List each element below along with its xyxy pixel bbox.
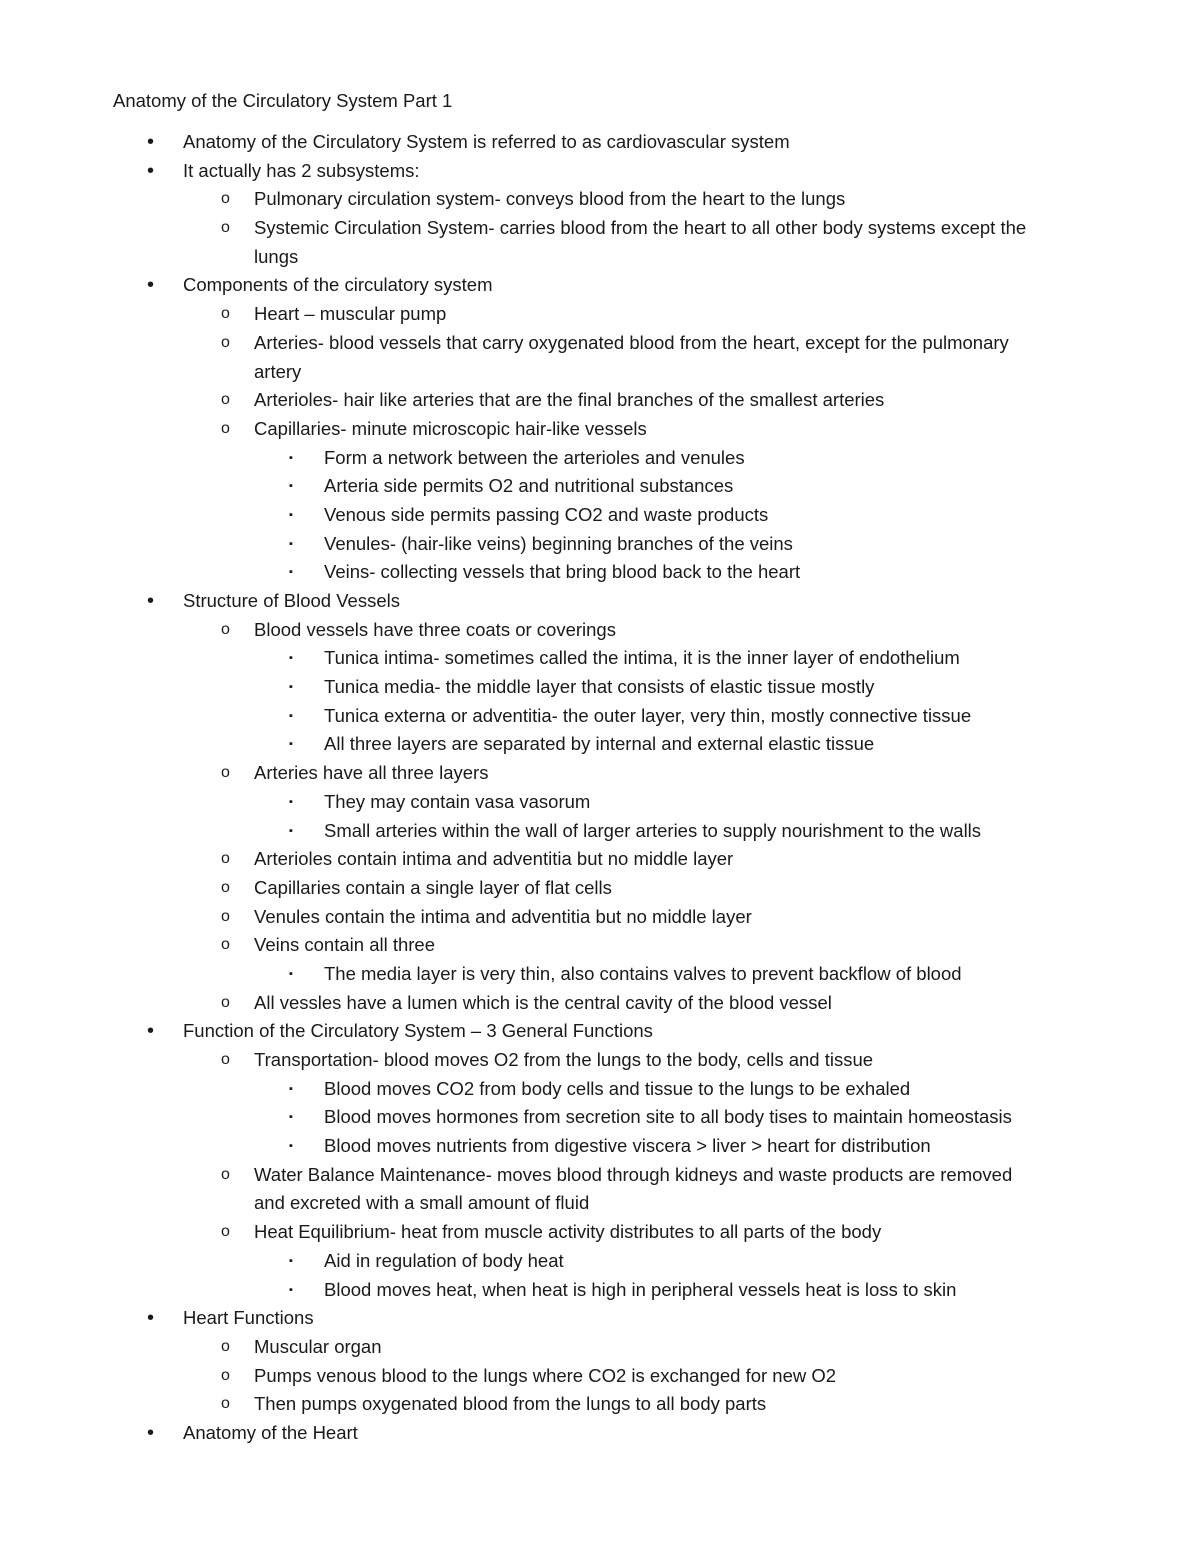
bullet-marker: o [221, 993, 230, 1011]
list-item-level-2 [0, 1333, 1200, 1362]
list-item-line [0, 1075, 1200, 1104]
list-item-level-2 [0, 874, 1200, 903]
list-item-level-2 [0, 845, 1200, 874]
list-item-text: Tunica externa or adventitia- the outer layer, very thin, mostly connective tissue [324, 704, 972, 726]
list-item-text: Heat Equilibrium- heat from muscle activity distributes to all parts of the body [254, 1221, 882, 1243]
list-item-text: Venules- (hair-like veins) beginning branches of the veins [324, 532, 793, 554]
bullet-marker: • [147, 590, 155, 612]
list-item-text: Venules contain the intima and adventitia but no middle layer [254, 905, 752, 927]
bullet-marker: o [221, 1337, 230, 1355]
list-item-text: lungs [254, 245, 299, 267]
list-item-text: All vessles have a lumen which is the central cavity of the blood vessel [254, 991, 832, 1013]
bullet-marker: ▪ [289, 537, 293, 550]
list-item-text: Blood moves nutrients from digestive viscera > liver > heart for distribution [324, 1135, 931, 1157]
list-item-level-3 [0, 644, 1200, 673]
list-item-text: Arteria side permits O2 and nutritional substances [324, 475, 734, 497]
list-item-level-1 [0, 1304, 1200, 1333]
bullet-marker: ▪ [289, 738, 293, 751]
list-item-line [0, 157, 1200, 186]
list-item-line [0, 501, 1200, 530]
list-item-level-1 [0, 1017, 1200, 1046]
list-item-line [0, 989, 1200, 1018]
list-item-level-3 [0, 1132, 1200, 1161]
list-item-level-3 [0, 1247, 1200, 1276]
bullet-marker: o [221, 419, 230, 437]
list-item-text: Veins- collecting vessels that bring blood back to the heart [324, 561, 801, 583]
list-item-line [0, 845, 1200, 874]
document-title: Anatomy of the Circulatory System Part 1 [113, 90, 453, 111]
list-item-level-3 [0, 1276, 1200, 1305]
list-item-text: Function of the Circulatory System – 3 General Functions [183, 1020, 653, 1042]
list-item-level-2 [0, 1046, 1200, 1075]
list-item-line [0, 1189, 1200, 1218]
list-item-level-2 [0, 300, 1200, 329]
bullet-marker: • [147, 159, 155, 182]
bullet-marker: ▪ [289, 508, 293, 521]
list-item-text: Pulmonary circulation system- conveys blood from the heart to the lungs [254, 188, 846, 210]
list-item-text: Components of the circulatory system [183, 274, 493, 296]
bullet-marker: ▪ [289, 1254, 293, 1267]
bullet-marker: o [221, 1223, 230, 1241]
list-item-line [0, 1103, 1200, 1132]
list-item-line [0, 931, 1200, 960]
list-item-line [0, 530, 1200, 559]
list-item-text: Veins contain all three [254, 934, 436, 956]
bullet-outline [0, 128, 1200, 1448]
bullet-marker: ▪ [289, 681, 293, 694]
list-item-line [0, 1276, 1200, 1305]
list-item-level-2 [0, 931, 1200, 960]
bullet-marker: • [147, 1421, 155, 1444]
list-item-level-2 [0, 989, 1200, 1018]
list-item-text: Blood vessels have three coats or coverings [254, 618, 616, 640]
bullet-marker: ▪ [289, 480, 293, 493]
list-item-level-3 [0, 501, 1200, 530]
list-item-line [0, 1218, 1200, 1247]
list-item-text: Systemic Circulation System- carries blood from the heart to all other body systems except the [254, 217, 1027, 239]
list-item-line [0, 960, 1200, 989]
list-item-level-2 [0, 903, 1200, 932]
bullet-marker: o [221, 1051, 230, 1068]
list-item-level-3 [0, 673, 1200, 702]
list-item-text: Anatomy of the Circulatory System is referred to as cardiovascular system [183, 131, 790, 152]
list-item-text: All three layers are separated by internal and external elastic tissue [324, 733, 875, 755]
list-item-text: Blood moves CO2 from body cells and tissue to the lungs to be exhaled [324, 1077, 911, 1099]
bullet-marker: o [221, 190, 230, 208]
list-item-level-3 [0, 1075, 1200, 1104]
list-item-level-2 [0, 759, 1200, 788]
list-item-text: Form a network between the arterioles and venules [324, 446, 745, 468]
list-item-line [0, 644, 1200, 673]
bullet-marker: o [221, 1366, 230, 1384]
list-item-line [0, 1419, 1200, 1448]
list-item-level-1 [0, 157, 1200, 186]
bullet-marker: ▪ [289, 1140, 293, 1153]
list-item-line [0, 1333, 1200, 1362]
list-item-line [0, 730, 1200, 759]
list-item-text: and excreted with a small amount of fluid [254, 1192, 590, 1214]
list-item-line [0, 759, 1200, 788]
list-item-text: Structure of Blood Vessels [183, 590, 400, 611]
list-item-text: Pumps venous blood to the lungs where CO2 is exchanged for new O2 [254, 1364, 837, 1386]
list-item-level-2 [0, 1362, 1200, 1391]
bullet-marker: ▪ [289, 652, 293, 665]
list-item-line [0, 386, 1200, 415]
list-item-level-2 [0, 386, 1200, 415]
list-item-text: Anatomy of the Heart [183, 1421, 358, 1443]
list-item-line [0, 1046, 1200, 1075]
list-item-line [0, 128, 1200, 157]
list-item-line [0, 444, 1200, 473]
list-item-line [0, 1017, 1200, 1046]
list-item-level-3 [0, 530, 1200, 559]
list-item-line [0, 271, 1200, 300]
list-item-level-3 [0, 558, 1200, 587]
bullet-marker: ▪ [289, 795, 293, 808]
list-item-line [0, 1132, 1200, 1161]
list-item-line [0, 616, 1200, 645]
bullet-marker: o [221, 850, 230, 868]
list-item-level-2 [0, 415, 1200, 444]
list-item-level-3 [0, 960, 1200, 989]
list-item-level-3 [0, 788, 1200, 817]
bullet-marker: o [221, 764, 230, 782]
list-item-text: Tunica intima- sometimes called the intima, it is the inner layer of endothelium [324, 647, 960, 669]
bullet-marker: o [221, 391, 230, 409]
list-item-text: They may contain vasa vasorum [324, 790, 591, 812]
list-item-level-1 [0, 1419, 1200, 1448]
bullet-marker: o [221, 219, 230, 237]
list-item-level-2 [0, 185, 1200, 214]
bullet-marker: o [221, 1395, 230, 1413]
list-item-line [0, 472, 1200, 501]
bullet-marker: o [221, 620, 230, 638]
bullet-marker: • [147, 131, 155, 153]
list-item-level-3 [0, 730, 1200, 759]
list-item-level-2 [0, 1390, 1200, 1419]
list-item-line [0, 243, 1200, 272]
list-item-line [0, 702, 1200, 731]
list-item-text: Arterioles contain intima and adventitia but no middle layer [254, 848, 734, 870]
bullet-marker: • [147, 1307, 155, 1330]
list-item-line [0, 903, 1200, 932]
list-item-line [0, 1362, 1200, 1391]
list-item-text: Heart Functions [183, 1307, 314, 1329]
list-item-level-3 [0, 702, 1200, 731]
list-item-text: artery [254, 360, 302, 382]
list-item-text: Tunica media- the middle layer that consists of elastic tissue mostly [324, 676, 875, 698]
bullet-marker: o [221, 907, 230, 925]
list-item-line [0, 1161, 1200, 1190]
list-item-text: Small arteries within the wall of larger arteries to supply nourishment to the walls [324, 819, 982, 841]
bullet-marker: ▪ [289, 566, 293, 579]
list-item-line [0, 874, 1200, 903]
list-item-level-2 [0, 214, 1200, 271]
list-item-line [0, 300, 1200, 329]
list-item-text: Venous side permits passing CO2 and waste products [324, 503, 769, 525]
list-item-text: Blood moves hormones from secretion site to all body tises to maintain homeostasis [324, 1106, 1012, 1128]
list-item-text: Then pumps oxygenated blood from the lungs to all body parts [254, 1393, 767, 1415]
list-item-level-2 [0, 1218, 1200, 1247]
list-item-line [0, 558, 1200, 587]
list-item-line [0, 1247, 1200, 1276]
list-item-line [0, 1304, 1200, 1333]
list-item-line [0, 329, 1200, 358]
list-item-line [0, 358, 1200, 387]
list-item-text: Capillaries- minute microscopic hair-like vessels [254, 417, 647, 439]
bullet-marker: o [221, 333, 230, 351]
list-item-level-3 [0, 817, 1200, 846]
list-item-text: The media layer is very thin, also contains valves to prevent backflow of blood [324, 962, 962, 984]
list-item-line [0, 788, 1200, 817]
list-item-text: Arterioles- hair like arteries that are the final branches of the smallest arteries [254, 389, 885, 411]
list-item-level-2 [0, 616, 1200, 645]
list-item-level-2 [0, 1161, 1200, 1218]
list-item-text: Capillaries contain a single layer of flat cells [254, 876, 612, 898]
list-item-text: Arteries have all three layers [254, 762, 489, 784]
bullet-marker: o [221, 305, 230, 323]
list-item-text: Arteries- blood vessels that carry oxygenated blood from the heart, except for the pulmonary [254, 331, 1009, 353]
bullet-marker: o [221, 1165, 230, 1183]
bullet-marker: • [147, 1020, 155, 1043]
list-item-level-3 [0, 472, 1200, 501]
bullet-marker: ▪ [289, 1082, 293, 1095]
list-item-text: Heart – muscular pump [254, 303, 447, 325]
bullet-marker: o [221, 936, 230, 954]
list-item-line [0, 1390, 1200, 1419]
list-item-level-1 [0, 271, 1200, 300]
list-item-line [0, 587, 1200, 616]
bullet-marker: ▪ [289, 967, 293, 980]
list-item-line [0, 214, 1200, 243]
list-item-level-2 [0, 329, 1200, 386]
bullet-marker: ▪ [289, 1111, 293, 1124]
list-item-level-1 [0, 587, 1200, 616]
bullet-marker: • [147, 274, 155, 297]
bullet-marker: ▪ [289, 451, 293, 464]
list-item-level-1 [0, 128, 1200, 157]
bullet-marker: ▪ [289, 709, 293, 722]
bullet-marker: ▪ [289, 824, 293, 837]
list-item-text: Muscular organ [254, 1335, 382, 1357]
list-item-line [0, 185, 1200, 214]
list-item-text: Water Balance Maintenance- moves blood through kidneys and waste products are removed [254, 1163, 1013, 1185]
list-item-line [0, 817, 1200, 846]
bullet-marker: o [221, 878, 230, 896]
list-item-level-3 [0, 1103, 1200, 1132]
list-item-text: Aid in regulation of body heat [324, 1249, 564, 1271]
bullet-marker: ▪ [289, 1283, 293, 1296]
list-item-text: Blood moves heat, when heat is high in peripheral vessels heat is loss to skin [324, 1278, 957, 1300]
list-item-line [0, 673, 1200, 702]
list-item-text: It actually has 2 subsystems: [183, 159, 420, 181]
list-item-line [0, 415, 1200, 444]
list-item-text: Transportation- blood moves O2 from the lungs to the body, cells and tissue [254, 1049, 874, 1070]
list-item-level-3 [0, 444, 1200, 473]
